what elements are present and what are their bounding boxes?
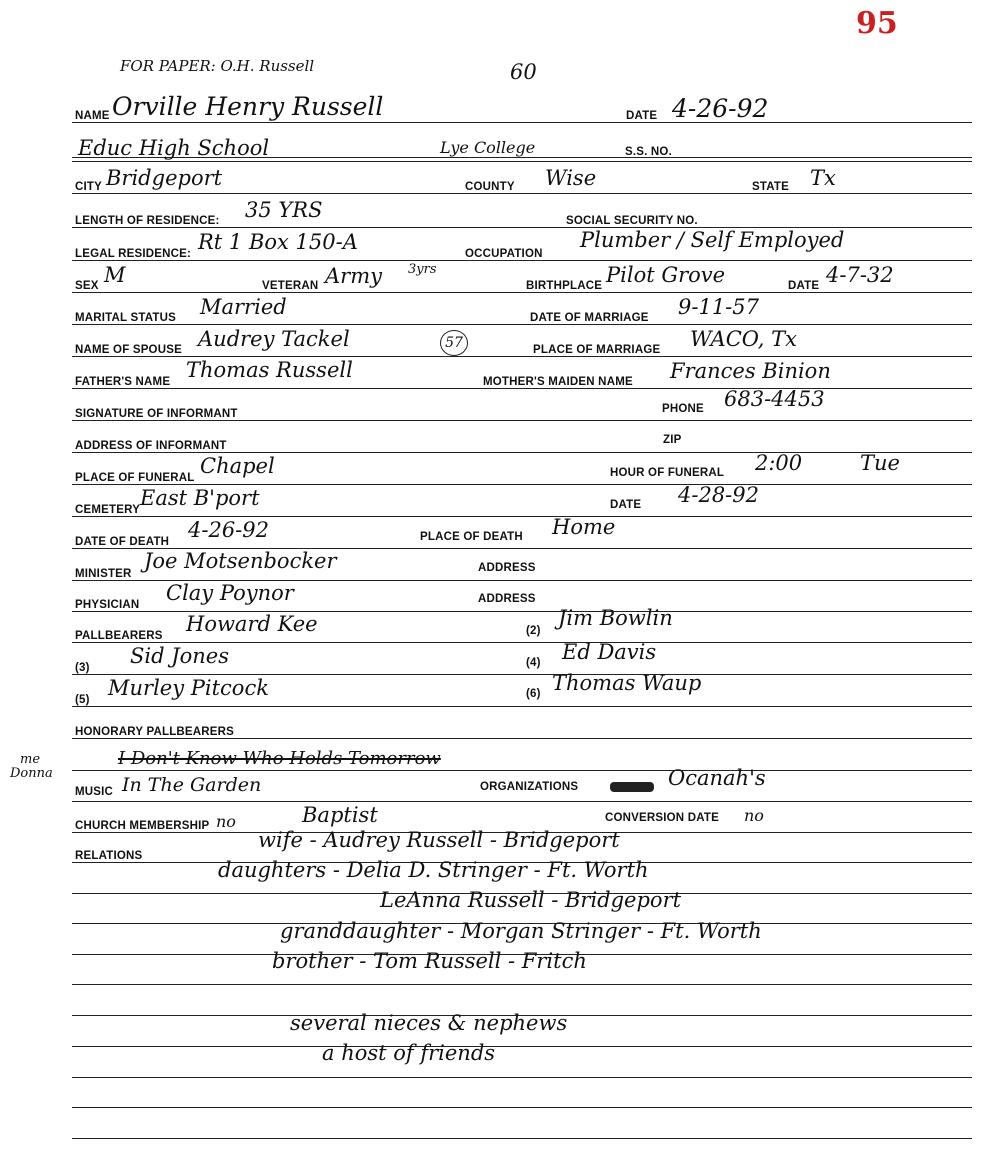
name-label: NAME bbox=[75, 110, 110, 122]
rule bbox=[72, 193, 972, 194]
date-of-death-label: DATE OF DEATH bbox=[75, 536, 170, 548]
zip-label: ZIP bbox=[663, 434, 682, 446]
rule bbox=[72, 1138, 972, 1139]
birthplace-label: BIRTHPLACE bbox=[526, 280, 603, 292]
legal-residence-label: LEGAL RESIDENCE: bbox=[75, 248, 192, 260]
physician-label: PHYSICIAN bbox=[75, 599, 140, 611]
rule bbox=[72, 161, 972, 162]
pallbearer-2-label: (2) bbox=[526, 625, 541, 637]
pallbearers-label: PALLBEARERS bbox=[75, 630, 163, 642]
rule bbox=[72, 388, 972, 389]
date-label: DATE bbox=[626, 110, 658, 122]
place-of-death-value: Home bbox=[552, 515, 616, 539]
state-value: Tx bbox=[810, 166, 836, 190]
pallbearer-3-label: (3) bbox=[75, 662, 90, 674]
relation-line: a host of friends bbox=[322, 1041, 496, 1065]
date-of-marriage-label: DATE OF MARRIAGE bbox=[530, 312, 649, 324]
spouse-circle-note: 57 bbox=[440, 330, 468, 356]
physician-value: Clay Poynor bbox=[166, 581, 294, 605]
signature-of-informant-label: SIGNATURE OF INFORMANT bbox=[75, 408, 238, 420]
veteran-value: Army bbox=[325, 264, 382, 288]
relation-line: several nieces & nephews bbox=[290, 1011, 568, 1035]
county-label: COUNTY bbox=[465, 181, 515, 193]
pallbearer-6: Thomas Waup bbox=[552, 671, 702, 695]
phone-value: 683-4453 bbox=[724, 387, 825, 411]
minister-address-label: ADDRESS bbox=[478, 562, 536, 574]
college-value: Lye College bbox=[440, 138, 536, 157]
date-of-death-value: 4-26-92 bbox=[188, 518, 269, 542]
music-value: In The Garden bbox=[122, 774, 262, 796]
birth-date-label: DATE bbox=[788, 280, 820, 292]
sex-label: SEX bbox=[75, 280, 99, 292]
relation-line: daughters - Delia D. Stringer - Ft. Worth bbox=[218, 858, 649, 882]
pallbearer-5-label: (5) bbox=[75, 694, 90, 706]
rule bbox=[72, 770, 972, 771]
rule bbox=[72, 1046, 972, 1047]
pallbearer-4: Ed Davis bbox=[562, 640, 657, 664]
rule bbox=[72, 706, 972, 707]
hour-of-funeral-value: 2:00 bbox=[755, 451, 803, 475]
header-note: FOR PAPER: O.H. Russell bbox=[120, 57, 315, 75]
minister-label: MINISTER bbox=[75, 568, 132, 580]
city-label: CITY bbox=[75, 181, 102, 193]
pallbearer-5: Murley Pitcock bbox=[108, 676, 269, 700]
date-of-marriage-value: 9-11-57 bbox=[678, 295, 759, 319]
relation-line: granddaughter - Morgan Stringer - Ft. Worth bbox=[280, 919, 762, 943]
church-membership-label: CHURCH MEMBERSHIP bbox=[75, 820, 210, 832]
occupation-value: Plumber / Self Employed bbox=[580, 228, 845, 252]
relations-label: RELATIONS bbox=[75, 850, 143, 862]
page-number: 95 bbox=[856, 6, 898, 41]
rule bbox=[72, 1107, 972, 1108]
marital-status-label: MARITAL STATUS bbox=[75, 312, 176, 324]
rule bbox=[72, 738, 972, 739]
social-security-no-label: SOCIAL SECURITY NO. bbox=[566, 215, 698, 227]
conversion-date-label: CONVERSION DATE bbox=[605, 812, 719, 824]
rule bbox=[72, 1077, 972, 1078]
fathers-name-label: FATHER'S NAME bbox=[75, 376, 171, 388]
pallbearer-1: Howard Kee bbox=[186, 612, 318, 636]
county-value: Wise bbox=[545, 166, 597, 190]
relation-line: brother - Tom Russell - Fritch bbox=[272, 949, 587, 973]
mothers-maiden-name-label: MOTHER'S MAIDEN NAME bbox=[483, 376, 633, 388]
music-label: MUSIC bbox=[75, 786, 114, 798]
ss-no-label: S.S. NO. bbox=[625, 146, 672, 158]
conversion-date-value: no bbox=[744, 806, 764, 825]
relation-line: LeAnna Russell - Bridgeport bbox=[380, 888, 682, 912]
address-of-informant-label: ADDRESS OF INFORMANT bbox=[75, 440, 227, 452]
hour-of-funeral-label: HOUR OF FUNERAL bbox=[610, 467, 725, 479]
relation-line: wife - Audrey Russell - Bridgeport bbox=[258, 828, 620, 852]
margin-note-donna: Donna bbox=[10, 766, 53, 781]
rule bbox=[72, 420, 972, 421]
cemetery-label: CEMETERY bbox=[75, 504, 141, 516]
veteran-years: 3yrs bbox=[408, 262, 437, 277]
education-value: Educ High School bbox=[78, 136, 270, 160]
minister-value: Joe Motsenbocker bbox=[144, 549, 337, 573]
pallbearer-6-label: (6) bbox=[526, 688, 541, 700]
physician-address-label: ADDRESS bbox=[478, 593, 536, 605]
length-of-residence-value: 35 YRS bbox=[245, 198, 323, 222]
veteran-label: VETERAN bbox=[262, 280, 319, 292]
place-of-funeral-value: Chapel bbox=[200, 454, 275, 478]
sex-value: M bbox=[104, 263, 126, 287]
funeral-day-value: Tue bbox=[860, 451, 900, 475]
spouse-value: Audrey Tackel bbox=[198, 327, 350, 351]
margin-note-me: me bbox=[20, 752, 41, 767]
place-of-death-label: PLACE OF DEATH bbox=[420, 531, 523, 543]
organizations-label: ORGANIZATIONS bbox=[480, 781, 579, 793]
length-of-residence-label: LENGTH OF RESIDENCE: bbox=[75, 215, 220, 227]
pallbearer-4-label: (4) bbox=[526, 657, 541, 669]
funeral-date-value: 4-28-92 bbox=[678, 483, 759, 507]
birth-date-value: 4-7-32 bbox=[826, 263, 894, 287]
city-value: Bridgeport bbox=[106, 166, 223, 190]
name-value: Orville Henry Russell bbox=[112, 92, 384, 121]
place-of-marriage-label: PLACE OF MARRIAGE bbox=[533, 344, 661, 356]
pallbearer-2: Jim Bowlin bbox=[558, 606, 673, 630]
mother-value: Frances Binion bbox=[670, 359, 831, 383]
occupation-label: OCCUPATION bbox=[465, 248, 543, 260]
legal-residence-value: Rt 1 Box 150-A bbox=[198, 230, 358, 254]
place-of-funeral-label: PLACE OF FUNERAL bbox=[75, 472, 195, 484]
funeral-date-label: DATE bbox=[610, 499, 642, 511]
header-number: 60 bbox=[510, 60, 537, 84]
rule bbox=[72, 324, 972, 325]
place-of-marriage-value: WACO, Tx bbox=[690, 327, 797, 351]
name-of-spouse-label: NAME OF SPOUSE bbox=[75, 344, 182, 356]
church-value: Baptist bbox=[302, 803, 378, 827]
rule bbox=[72, 292, 972, 293]
rule bbox=[72, 984, 972, 985]
marital-status-value: Married bbox=[200, 295, 287, 319]
birthplace-value: Pilot Grove bbox=[606, 263, 726, 287]
cemetery-value: East B'port bbox=[140, 486, 260, 510]
father-value: Thomas Russell bbox=[186, 358, 353, 382]
rule bbox=[72, 122, 972, 123]
state-label: STATE bbox=[752, 181, 789, 193]
date-value: 4-26-92 bbox=[672, 94, 769, 123]
church-no-value: no bbox=[216, 812, 236, 831]
rule bbox=[72, 801, 972, 802]
ink-blot bbox=[610, 782, 654, 792]
music-struck-value: I Don't Know Who Holds Tomorrow bbox=[118, 748, 441, 769]
phone-label: PHONE bbox=[662, 403, 704, 415]
honorary-pallbearers-label: HONORARY PALLBEARERS bbox=[75, 726, 235, 738]
organizations-value: Ocanah's bbox=[668, 766, 766, 790]
pallbearer-3: Sid Jones bbox=[130, 644, 230, 668]
rule bbox=[72, 260, 972, 261]
